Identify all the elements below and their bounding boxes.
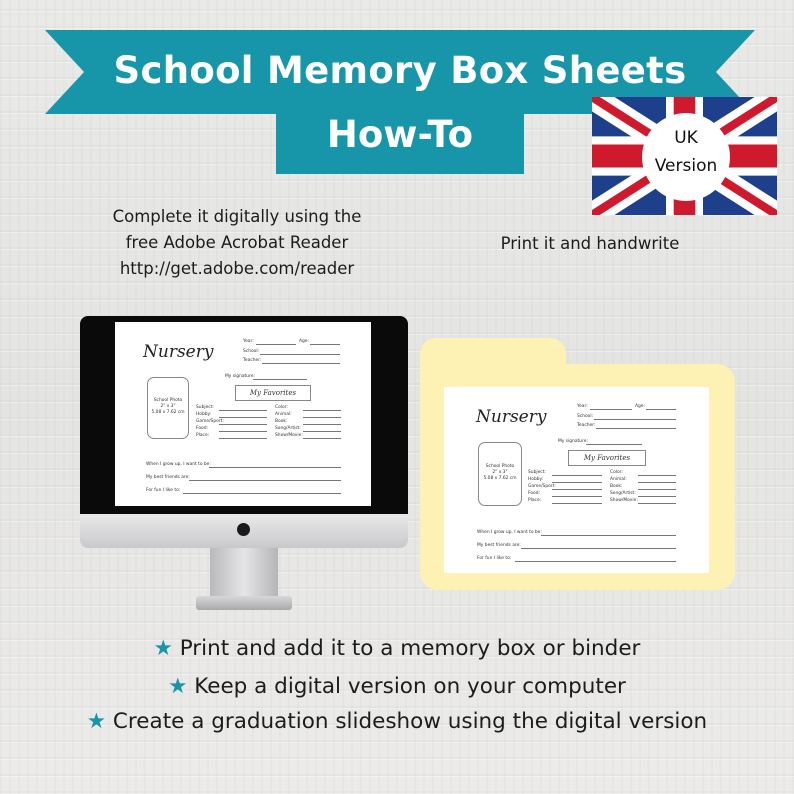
printed-fav-show-label: Show/Movie: [610,498,638,503]
printed-fav-song-label: Song/Artist: [610,491,636,496]
printed-favorites-heading: My Favorites [568,450,646,466]
printed-age-field[interactable] [646,409,676,410]
printed-best-friends-label: My best friends are: [477,543,521,548]
printed-fav-subject-field[interactable] [552,475,602,476]
fav-animal-label: Animal: [275,412,292,417]
printed-fav-color-field[interactable] [638,475,676,476]
printed-fav-song-field[interactable] [638,496,676,497]
fav-subject-field[interactable] [219,410,267,411]
bullet-text: Print and add it to a memory box or binder [179,636,641,661]
fav-food-field[interactable] [219,431,267,432]
printed-photo-size-cm: 5.08 x 7.62 cm [483,476,517,481]
bullet-item [0,673,794,701]
printed-fav-food-field[interactable] [552,496,602,497]
memory-sheet-printed [444,387,709,573]
printed-fav-color-label: Color: [610,470,623,475]
fav-color-label: Color: [275,405,288,410]
grow-up-label: When I grow up, I want to be: [146,462,211,467]
fav-place-label: Place: [196,433,210,438]
printed-photo-placeholder [478,442,522,506]
for-fun-label: For fun I like to: [146,488,181,493]
printed-age-label: Age: [635,404,645,409]
teacher-label: Teacher: [243,358,262,363]
age-label: Age: [299,339,309,344]
grow-up-field[interactable] [209,467,341,468]
printed-fav-book-field[interactable] [638,489,676,490]
printed-year-field[interactable] [590,409,632,410]
signature-label: My signature: [225,374,255,379]
digital-line-2: free Adobe Acrobat Reader [125,233,349,252]
fav-color-field[interactable] [303,410,341,411]
bullet-item [0,635,794,663]
fav-book-field[interactable] [303,424,341,425]
uk-version-label-2: Version [654,156,718,176]
for-fun-field[interactable] [183,493,341,494]
monitor-stand [210,548,278,600]
fav-game-field[interactable] [219,424,267,425]
digital-line-1: Complete it digitally using the [112,207,362,226]
printed-fav-show-field[interactable] [638,503,676,504]
printed-signature-field[interactable] [586,444,642,445]
age-field[interactable] [310,344,340,345]
printed-year-label: Year: [577,404,588,409]
fav-show-field[interactable] [303,438,341,439]
printed-fav-place-field[interactable] [552,503,602,504]
fav-subject-label: Subject: [196,405,214,410]
printed-photo-label: School Photo [485,464,515,469]
adobe-reader-link[interactable]: http://get.adobe.com/reader [119,259,355,278]
print-instructions: Print it and handwrite [500,234,680,253]
printed-signature-label: My signature: [558,439,588,444]
printed-grow-up-label: When I grow up, I want to be: [477,530,542,535]
printed-fav-hobby-label: Hobby: [528,477,544,482]
fav-show-label: Show/Movie: [275,433,303,438]
printed-teacher-field[interactable] [596,428,676,429]
bullet-item [0,708,794,736]
printed-photo-size-in: 2" x 3" [492,470,508,475]
printed-school-field[interactable] [594,419,676,420]
star-icon: ★ [86,709,107,734]
photo-placeholder [147,377,189,439]
uk-version-label: UK [674,128,698,148]
printed-fav-animal-field[interactable] [638,482,676,483]
school-field[interactable] [260,354,340,355]
star-icon: ★ [153,636,173,661]
best-friends-label: My best friends are: [146,475,190,480]
printed-sheet-title: Nursery [476,407,547,427]
printed-fav-subject-label: Subject: [528,470,546,475]
printed-fav-place-label: Place: [528,498,542,503]
photo-label: School Photo [153,398,183,403]
printed-best-friends-field[interactable] [521,548,676,549]
fav-hobby-field[interactable] [219,417,267,418]
page-title: School Memory Box Sheets [113,49,687,92]
printed-fav-animal-label: Animal: [610,477,627,482]
printed-grow-up-field[interactable] [541,535,676,536]
fav-game-label: Game/Sport: [196,419,224,424]
monitor-base [196,596,292,610]
monitor-logo-icon [237,523,250,536]
fav-song-label: Song/Artist: [275,426,301,431]
photo-size-in: 2" x 3" [160,404,176,409]
year-label: Year: [243,339,254,344]
fav-hobby-label: Hobby: [196,412,212,417]
printed-fav-game-label: Game/Sport: [528,484,556,489]
star-icon: ★ [168,674,188,699]
favorites-heading: My Favorites [235,385,311,401]
printed-for-fun-label: For fun I like to: [477,556,512,561]
printed-fav-hobby-field[interactable] [552,482,602,483]
photo-size-cm: 5.08 x 7.62 cm [151,410,185,415]
bullet-text: Keep a digital version on your computer [194,674,626,699]
page-subtitle: How-To [326,113,474,156]
sheet-title: Nursery [143,342,214,362]
printed-for-fun-field[interactable] [515,561,676,562]
school-label: School: [243,349,260,354]
digital-instructions [72,204,402,282]
teacher-field[interactable] [262,363,340,364]
printed-fav-game-field[interactable] [552,489,602,490]
year-field[interactable] [256,344,296,345]
fav-book-label: Book: [275,419,288,424]
printed-fav-book-label: Book: [610,484,623,489]
bullet-text: Create a graduation slideshow using the digital version [112,709,708,734]
best-friends-field[interactable] [189,480,341,481]
fav-food-label: Food: [196,426,209,431]
fav-song-field[interactable] [303,431,341,432]
fav-animal-field[interactable] [303,417,341,418]
printed-fav-food-label: Food: [528,491,541,496]
fav-place-field[interactable] [219,438,267,439]
printed-school-label: School: [577,414,594,419]
memory-sheet-digital [115,322,371,506]
printed-teacher-label: Teacher: [577,423,596,428]
signature-field[interactable] [253,379,307,380]
